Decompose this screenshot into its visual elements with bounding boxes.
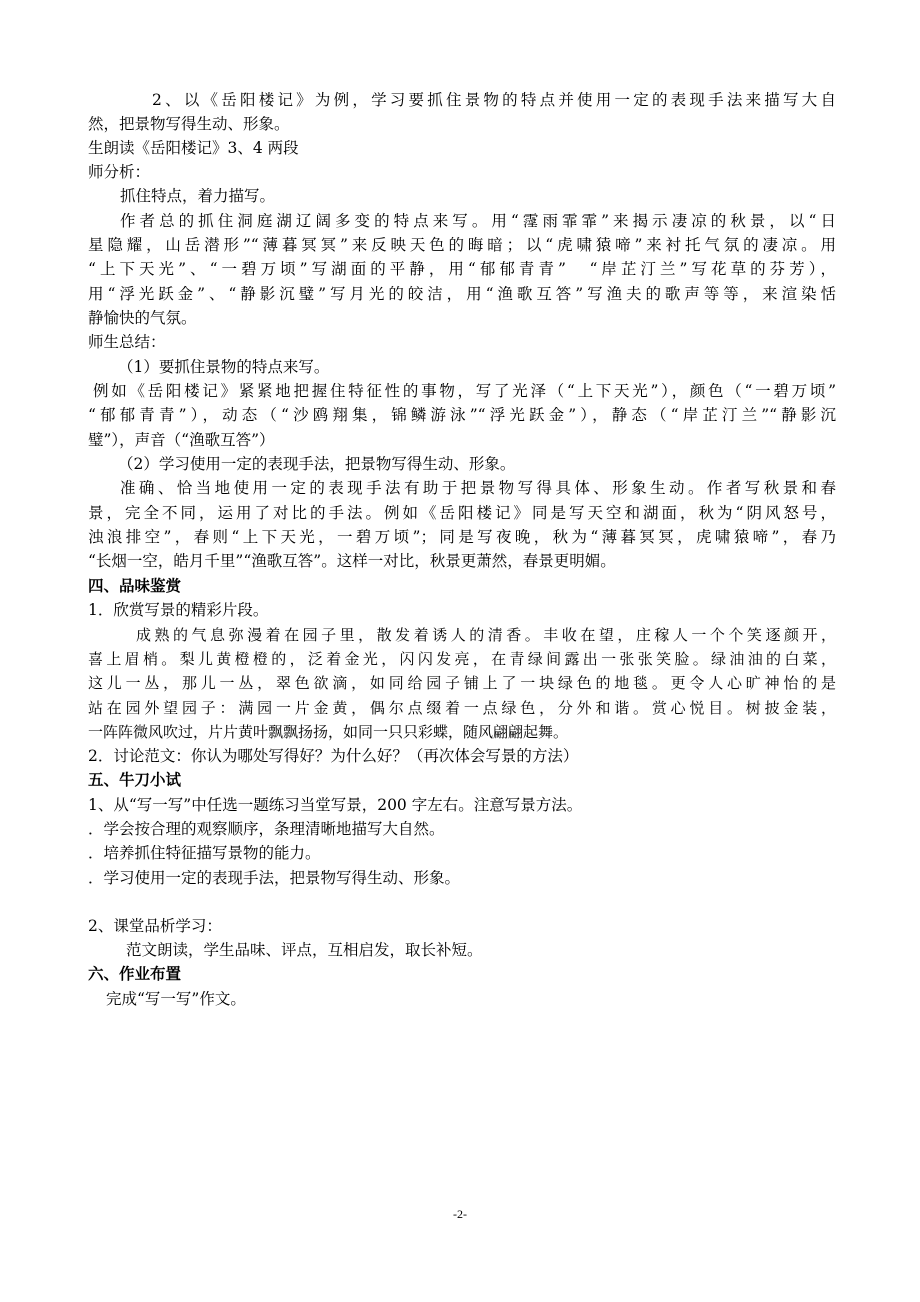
sample-text-line: 一阵阵微风吹过，片片黄叶飘飘扬扬，如同一只只彩蝶，随风翩翩起舞。: [88, 723, 569, 741]
para-line: 璧”），声音（“渔歌互答”）: [88, 431, 275, 449]
para-line: 2．讨论范文：你认为哪处写得好？为什么好？（再次体会写景的方法）: [88, 747, 579, 765]
para-line: 师分析：: [88, 163, 151, 181]
para-line: “上下天光”、“一碧万顷”写湖面的平静，用“郁郁青青” “岸芷汀兰”写花草的芬芳），: [88, 260, 836, 278]
para-line: 师生总结：: [88, 333, 166, 351]
sample-text-line: 这儿一丛，那儿一丛，翠色欲滴，如同给园子铺上了一块绿色的地毯。更令人心旷神怡的是: [88, 674, 836, 692]
sample-text-line: 站在园外望园子：满园一片金黄，偶尔点缀着一点绿色，分外和谐。赏心悦目。树披金装，: [88, 699, 836, 717]
para-line: 生朗读《岳阳楼记》3、4 两段: [88, 139, 299, 157]
para-line: ．培养抓住特征描写景物的能力。: [88, 844, 321, 862]
section-heading: 六、作业布置: [88, 965, 182, 983]
para-line: “长烟一空，皓月千里”“渔歌互答”。这样一对比，秋景更萧然，春景更明媚。: [88, 552, 616, 570]
para-line: ．学习使用一定的表现手法，把景物写得生动、形象。: [88, 869, 461, 887]
para-line: “郁郁青青”），动态（“沙鸥翔集，锦鳞游泳”“浮光跃金”），静态（“岸芷汀兰”“静影沉: [88, 406, 836, 424]
para-line: 静愉快的气氛。: [88, 309, 197, 327]
para-line: 准确、恰当地使用一定的表现手法有助于把景物写得具体、形象生动。作者写秋景和春: [120, 479, 836, 497]
para-line: 浊浪排空”，春则“上下天光，一碧万顷”；同是写夜晚，秋为“薄暮冥冥，虎啸猿啼”，春乃: [88, 528, 836, 546]
para-line: 2、课堂品析学习：: [88, 917, 222, 935]
para-line: 1、从“写一写”中任选一题练习当堂写景，200 字左右。注意写景方法。: [88, 796, 583, 814]
page-number: -2-: [453, 1207, 467, 1221]
para-line: 2、以《岳阳楼记》为例，学习要抓住景物的特点并使用一定的表现手法来描写大自: [152, 91, 836, 109]
para-line: 然，把景物写得生动、形象。: [88, 115, 290, 133]
para-line: 1．欣赏写景的精彩片段。: [88, 601, 269, 619]
para-line: 范文朗读，学生品味、评点，互相启发，取长补短。: [126, 941, 483, 959]
para-line: （2）学习使用一定的表现手法，把景物写得生动、形象。: [118, 455, 516, 473]
para-line: 星隐耀，山岳潜形”“薄暮冥冥”来反映天色的晦暗；以“虎啸猿啼”来衬托气氛的凄凉。用: [88, 236, 836, 254]
para-line: 景，完全不同，运用了对比的手法。例如《岳阳楼记》同是写天空和湖面，秋为“阴风怒号，: [88, 504, 836, 522]
section-heading: 四、品味鉴赏: [88, 577, 182, 595]
sample-text-line: 喜上眉梢。梨儿黄橙橙的，泛着金光，闪闪发亮，在青绿间露出一张张笑脸。绿油油的白菜，: [88, 650, 836, 668]
para-line: （1）要抓住景物的特点来写。: [118, 358, 330, 376]
para-line: 抓住特点，着力描写。: [120, 187, 276, 205]
para-line: 作者总的抓住洞庭湖辽阔多变的特点来写。用“霪雨霏霏”来揭示凄凉的秋景，以“日: [120, 212, 836, 230]
para-line: 例如《岳阳楼记》紧紧地把握住特征性的事物，写了光泽（“上下天光”），颜色（“一碧万顷”: [93, 382, 836, 400]
para-line: ．学会按合理的观察顺序，条理清晰地描写大自然。: [88, 820, 445, 838]
sample-text-line: 成熟的气息弥漫着在园子里，散发着诱人的清香。丰收在望，庄稼人一个个笑逐颜开，: [136, 626, 836, 644]
section-heading: 五、牛刀小试: [88, 771, 182, 789]
para-line: 完成“写一写”作文。: [106, 990, 246, 1008]
para-line: 用“浮光跃金”、“静影沉璧”写月光的皎洁，用“渔歌互答”写渔夫的歌声等等，来渲染恬: [88, 285, 836, 303]
